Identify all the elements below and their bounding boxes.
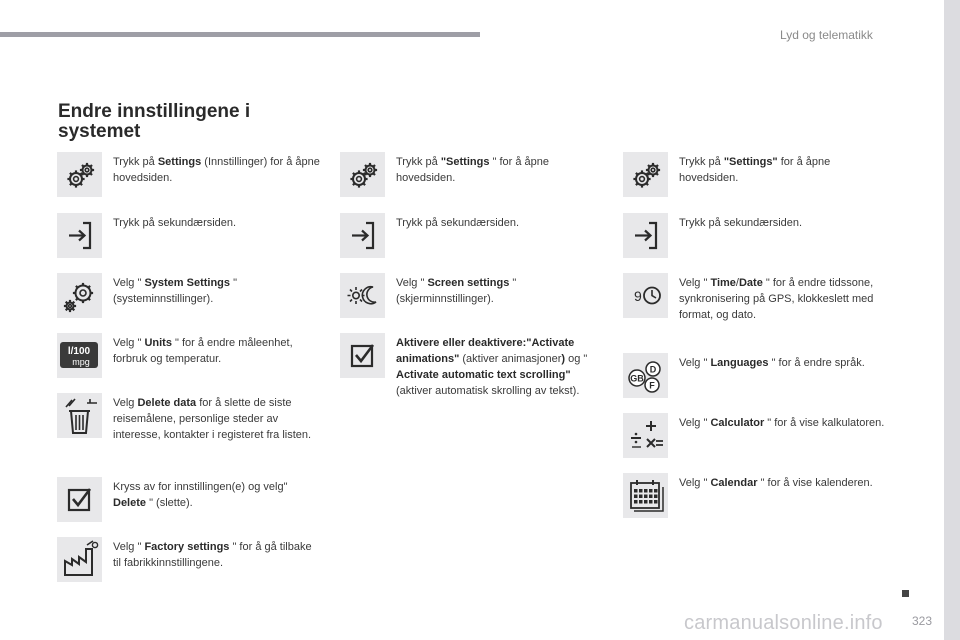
step-text — [113, 215, 321, 231]
step-text-plain: Trykk på sekundærsiden. — [113, 217, 237, 229]
checkbox-icon — [340, 333, 385, 378]
step-text-bold: System Settings — [144, 277, 231, 289]
step-text-plain: " (systeminnstillinger). — [113, 277, 237, 305]
step-text-bold: Screen settings — [427, 277, 510, 289]
page-forward-icon — [623, 213, 668, 258]
step-text-plain: / — [735, 277, 739, 289]
step-text-bold: Delete — [113, 497, 147, 509]
step-text-bold: Date — [738, 277, 763, 289]
time-date-icon — [623, 273, 668, 318]
step-text-plain: Trykk på — [113, 156, 158, 168]
step-text — [396, 154, 604, 186]
step-text — [679, 415, 887, 431]
step-text-plain: Kryss av for innstillingen(e) og velg" — [113, 481, 288, 493]
step-text-plain: " for å endre tidssone, synkronisering på GPS, klokkeslett med format, og dato. — [679, 277, 874, 321]
step-text-plain: " for å vise kalenderen. — [757, 477, 873, 489]
step-text-bold: "Settings" — [723, 156, 778, 168]
step-text — [113, 479, 321, 511]
svg-text:F: F — [649, 380, 655, 391]
watermark: carmanualsonline.info — [684, 612, 883, 634]
factory-icon — [57, 537, 102, 582]
step-text — [679, 154, 887, 186]
step-text-plain: Velg " — [679, 477, 711, 489]
page-number: 323 — [912, 614, 933, 628]
step-text-plain: (aktiver automatisk skrolling av tekst). — [396, 385, 580, 397]
page-edge-bar — [944, 0, 960, 640]
step-text — [679, 215, 887, 231]
calendar-icon — [623, 473, 668, 518]
step-text-bold: Time — [710, 277, 736, 289]
step-text-bold: ) — [561, 353, 566, 365]
step-text-bold: Units — [144, 337, 172, 349]
page-forward-icon — [340, 213, 385, 258]
step-text-plain: " for å endre måleenhet, forbruk og temperatur. — [113, 337, 293, 365]
units-icon — [57, 333, 102, 378]
step-text-plain: Velg " — [679, 357, 711, 369]
settings-gears-icon — [57, 152, 102, 197]
step-text-plain: Velg — [113, 397, 138, 409]
step-text — [396, 335, 604, 399]
step-text-plain: for å åpne hovedsiden. — [679, 156, 831, 184]
step-text-plain: (Innstillinger) for å åpne hovedsiden. — [113, 156, 320, 184]
step-text-bold: Calendar — [710, 477, 758, 489]
languages-icon — [623, 353, 668, 398]
step-text-plain: Velg " — [113, 337, 145, 349]
settings-gears-icon — [623, 152, 668, 197]
step-text-plain: " for å åpne hovedsiden. — [396, 156, 549, 184]
svg-text:l/100: l/100 — [67, 346, 91, 357]
step-text-plain: Trykk på — [679, 156, 724, 168]
svg-text:D: D — [649, 364, 657, 375]
step-text-bold: "Settings — [440, 156, 490, 168]
step-text-bold: Aktivere eller deaktivere:"Activate animations" — [396, 337, 575, 365]
step-text-plain: Trykk på sekundærsiden. — [679, 217, 803, 229]
step-text-plain: Velg " — [396, 277, 428, 289]
header-rule — [0, 32, 480, 37]
system-settings-icon — [57, 273, 102, 318]
calculator-icon — [623, 413, 668, 458]
step-text-plain: Velg " — [679, 277, 711, 289]
step-text-plain: " for å endre språk. — [768, 357, 865, 369]
step-text-plain: Trykk på sekundærsiden. — [396, 217, 520, 229]
step-text-plain: for å slette de siste reisemålene, personlige steder av interesse, kontakter i registeret fra listen. — [113, 397, 312, 441]
svg-text:9: 9 — [634, 288, 642, 304]
step-text-plain: Velg " — [113, 277, 145, 289]
svg-text:GB: GB — [630, 373, 644, 384]
step-text-plain: " for å vise kalkulatoren. — [764, 417, 885, 429]
step-text-plain: Trykk på — [396, 156, 441, 168]
checkbox-icon — [57, 477, 102, 522]
step-text-plain: " for å gå tilbake til fabrikkinnstillingene. — [113, 541, 312, 569]
step-text — [679, 355, 887, 371]
step-text-plain: (aktiver animasjoner — [459, 353, 562, 365]
step-text-plain: " (slette). — [146, 497, 193, 509]
settings-gears-icon — [340, 152, 385, 197]
step-text — [679, 275, 887, 323]
end-marker — [902, 590, 909, 597]
step-text — [113, 539, 321, 571]
step-text-bold: Languages — [710, 357, 769, 369]
step-text — [113, 395, 321, 443]
delete-data-icon — [57, 393, 102, 438]
step-text-bold: Factory settings — [144, 541, 230, 553]
svg-text:mpg: mpg — [72, 357, 90, 367]
step-text — [113, 275, 321, 307]
step-text — [679, 475, 887, 491]
step-text-plain: Velg " — [113, 541, 145, 553]
step-text-plain: " (skjerminnstillinger). — [396, 277, 517, 305]
section-header: Lyd og telematikk — [780, 28, 873, 42]
step-text — [396, 215, 604, 231]
step-text-bold: Delete data — [137, 397, 197, 409]
step-text — [396, 275, 604, 307]
page-title: Endre innstillingene i systemet — [58, 101, 251, 142]
step-text-bold: Calculator — [710, 417, 765, 429]
page-forward-icon — [57, 213, 102, 258]
step-text-plain: Velg " — [679, 417, 711, 429]
step-text-bold: Settings — [157, 156, 202, 168]
step-text-bold: Activate automatic text scrolling" — [396, 369, 571, 381]
screen-settings-icon — [340, 273, 385, 318]
step-text — [113, 335, 321, 367]
step-text — [113, 154, 321, 186]
step-text-plain: og " — [565, 353, 588, 365]
